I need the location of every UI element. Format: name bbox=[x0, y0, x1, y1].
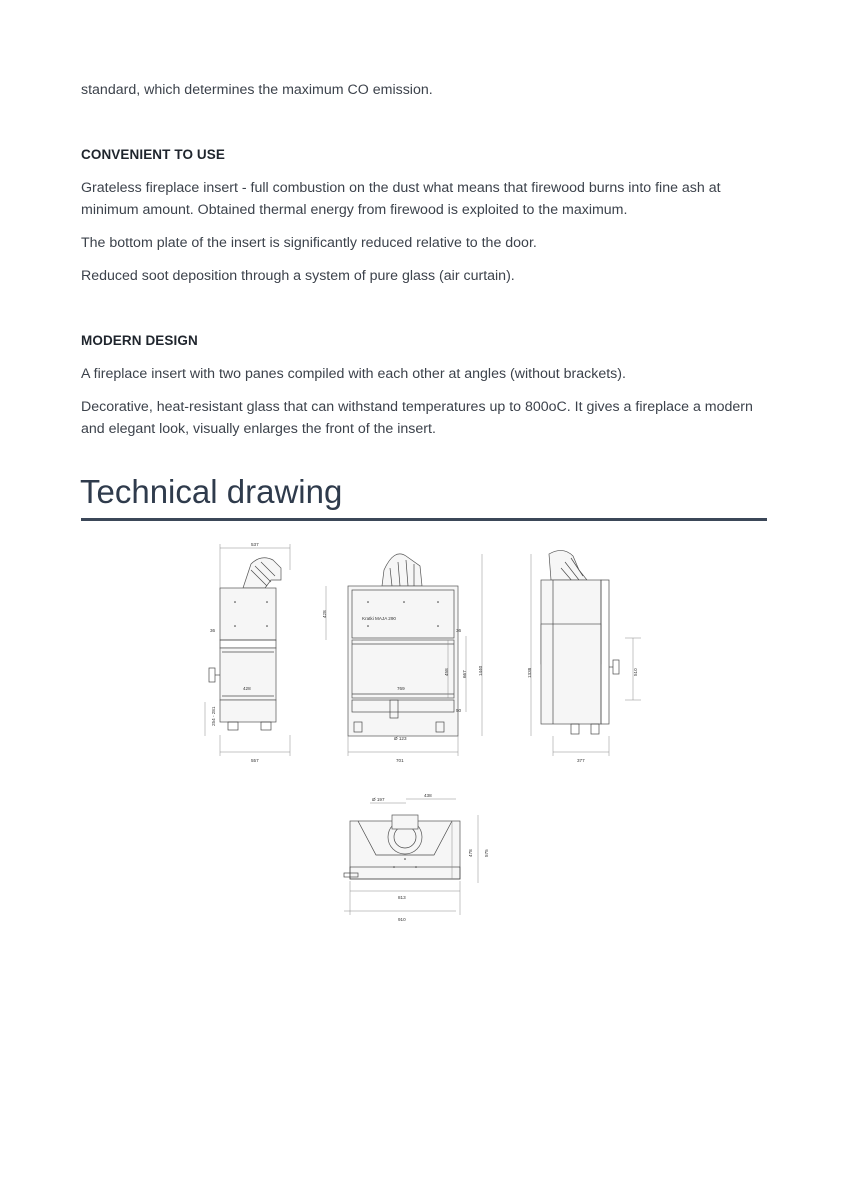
dim-side-left-foot: 254 - 281 bbox=[211, 706, 216, 726]
dim-top-438: 438 bbox=[424, 793, 432, 798]
dim-front-50: 50 bbox=[456, 708, 462, 713]
dim-front-1440: 1440 bbox=[478, 665, 483, 676]
dim-front-bottom: 701 bbox=[396, 758, 404, 763]
dim-front-36: 36 bbox=[456, 628, 462, 633]
paragraph-two-panes: A fireplace insert with two panes compiled with each other at angles (without brackets). bbox=[81, 366, 626, 382]
dim-side-right-510: 510 bbox=[633, 668, 638, 676]
dim-side-right-height: 1338 bbox=[527, 667, 532, 678]
dim-front-door-width: 769 bbox=[397, 686, 405, 691]
dim-side-left-bottom: 557 bbox=[251, 758, 259, 763]
dim-top-813: 813 bbox=[398, 895, 406, 900]
dim-top-flue: Ø 197 bbox=[372, 797, 385, 802]
dim-front-667: 667 bbox=[462, 670, 467, 678]
side-view-left-drawing bbox=[195, 540, 300, 770]
paragraph-grateless: Grateless fireplace insert - full combustion on the dust what means that firewood burns into fine ash at minimum amount. Obtained thermal energy from firewood is exploited to the maximum. bbox=[81, 180, 721, 218]
side-view-right-drawing bbox=[515, 540, 655, 770]
dim-top-478: 478 bbox=[468, 849, 473, 857]
dim-front-brand: Kratki MAJA 290 bbox=[362, 616, 396, 621]
technical-drawing-title: Technical drawing bbox=[80, 473, 343, 510]
dim-front-flue: Ø 123 bbox=[394, 736, 407, 741]
section-heading-modern-design: MODERN DESIGN bbox=[81, 333, 198, 348]
dim-top-575: 575 bbox=[484, 849, 489, 857]
section-heading-convenient: CONVENIENT TO USE bbox=[81, 147, 225, 162]
dim-side-left-top: 537 bbox=[251, 542, 259, 547]
front-view-drawing bbox=[310, 540, 500, 770]
dim-side-left-36: 36 bbox=[210, 628, 216, 633]
dim-side-left-door: 428 bbox=[243, 686, 251, 691]
paragraph-decorative-glass: Decorative, heat-resistant glass that can withstand temperatures up to 800oC. It gives a fireplace a modern and elegant look, visually enlarges the front of the insert. bbox=[81, 399, 753, 437]
paragraph-bottom-plate: The bottom plate of the insert is significantly reduced relative to the door. bbox=[81, 235, 537, 251]
top-view-drawing bbox=[330, 785, 500, 925]
dim-front-428: 428 bbox=[322, 610, 327, 618]
dim-top-910: 910 bbox=[398, 917, 406, 922]
title-divider bbox=[81, 518, 767, 521]
dim-front-458: 458 bbox=[444, 668, 449, 676]
paragraph-soot: Reduced soot deposition through a system of pure glass (air curtain). bbox=[81, 268, 515, 284]
dim-side-right-bottom: 377 bbox=[577, 758, 585, 763]
intro-paragraph-tail: standard, which determines the maximum CO emission. bbox=[81, 82, 433, 98]
